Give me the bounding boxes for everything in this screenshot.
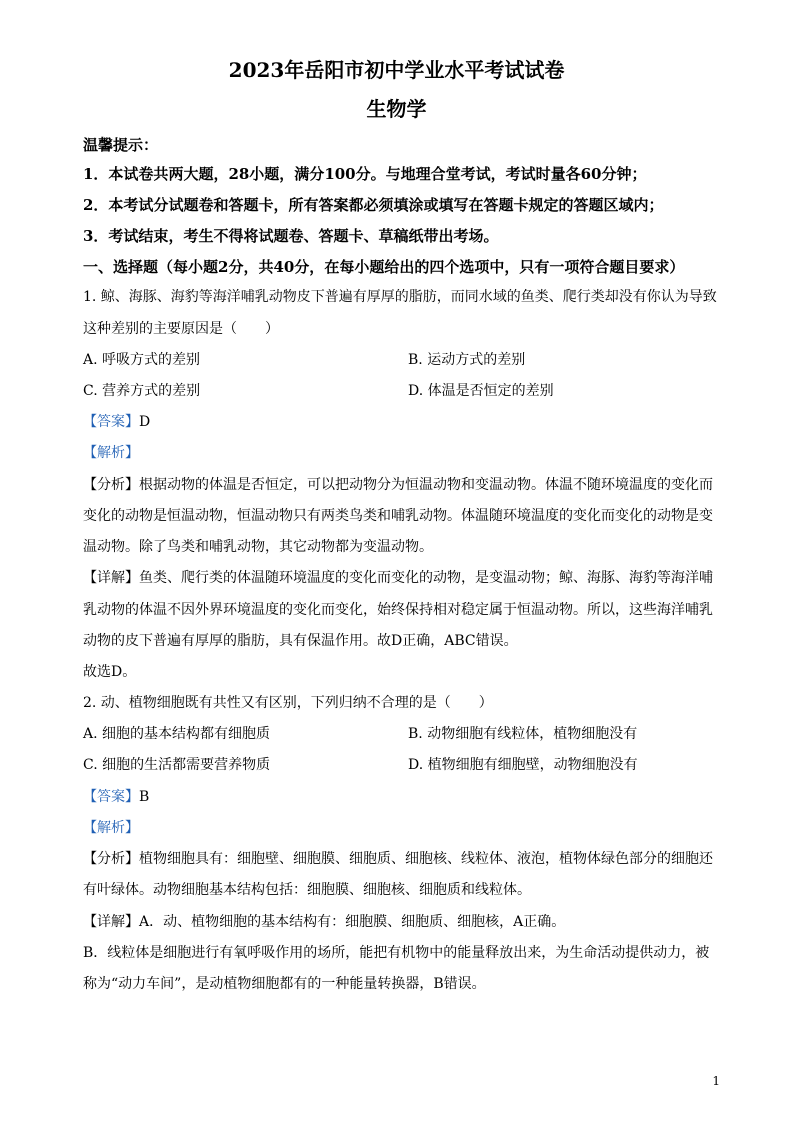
q1-stem-line-2: 这种差别的主要原因是（ ） [83,321,279,337]
q2-option-d: D. 植物细胞有细胞壁，动物细胞没有 [408,757,638,773]
q2-stem: 2. 动、植物细胞既有共性又有区别，下列归纳不合理的是（ ） [83,695,493,711]
q2-b-line-2: 称为“动力车间”，是动植物细胞都有的一种能量转换器，B错误。 [83,976,486,992]
q1-xiangjie-line-1 [83,568,713,588]
q2-answer-value: B [139,789,150,805]
q2-fenxi-line-1 [83,849,713,869]
q1-fenxi-tag: 【分析】 [83,477,139,493]
q2-xiangjie-tag: 【详解】 [83,914,139,930]
notice-item-1: 1．本试卷共两大题，28小题，满分100分。与地理合堂考试，考试时量各60分钟； [83,165,647,183]
q2-option-a: A. 细胞的基本结构都有细胞质 [83,726,271,742]
q1-xiangjie-tag: 【详解】 [83,570,139,586]
q1-fenxi-line-2: 变化的动物是恒温动物，恒温动物只有两类鸟类和哺乳动物。体温随环境温度的变化而变化的动物是变 [83,508,713,524]
q2-answer-tag: 【答案】 [83,789,139,805]
q2-fenxi-text-1: 植物细胞具有：细胞壁、细胞膜、细胞质、细胞核、线粒体、液泡，植物体绿色部分的细胞还 [139,851,713,867]
q2-xiangjie-line-1 [83,912,713,932]
section-heading: 一、选择题（每小题2分，共40分，在每小题给出的四个选项中，只有一项符合题目要求） [83,258,685,276]
q2-answer [83,787,713,807]
q1-xiangjie-line-3: 动物的皮下普遍有厚厚的脂肪，具有保温作用。故D正确，ABC错误。 [83,633,518,649]
q2-option-c: C. 细胞的生活都需要营养物质 [83,757,271,773]
q1-analysis-tag: 【解析】 [83,445,139,461]
q2-fenxi-tag: 【分析】 [83,851,139,867]
q1-xiangjie-text-1: 鱼类、爬行类的体温随环境温度的变化而变化的动物，是变温动物；鲸、海豚、海豹等海洋哺 [139,570,713,586]
q2-fenxi-line-2: 有叶绿体。动物细胞基本结构包括：细胞膜、细胞核、细胞质和线粒体。 [83,882,531,898]
q1-conclusion: 故选D。 [83,664,137,680]
q2-b-line-1: B．线粒体是细胞进行有氧呼吸作用的场所，能把有机物中的能量释放出来，为生命活动提供动力，被 [83,945,710,961]
q1-fenxi-line-1 [83,475,713,495]
subject-title: 生物学 [366,97,427,121]
q1-answer-value: D [139,414,151,430]
exam-title: 2023年岳阳市初中学业水平考试试卷 [228,58,565,82]
notice-heading: 温馨提示： [83,136,159,154]
q1-answer-tag: 【答案】 [83,414,139,430]
q1-option-b: B. 运动方式的差别 [408,352,526,368]
q1-answer [83,412,713,432]
q1-fenxi-text-1: 根据动物的体温是否恒定，可以把动物分为恒温动物和变温动物。体温不随环境温度的变化而 [139,477,713,493]
q2-xiangjie-text-1: A．动、植物细胞的基本结构有：细胞膜、细胞质、细胞核，A正确。 [139,914,566,930]
notice-item-3: 3．考试结束，考生不得将试题卷、答题卡、草稿纸带出考场。 [83,227,499,245]
q1-fenxi-line-3: 温动物。除了鸟类和哺乳动物，其它动物都为变温动物。 [83,539,433,555]
q1-option-d: D. 体温是否恒定的差别 [408,383,554,399]
page-number: 1 [712,1074,720,1088]
q2-option-b: B. 动物细胞有线粒体，植物细胞没有 [408,726,638,742]
q1-xiangjie-line-2: 乳动物的体温不因外界环境温度的变化而变化，始终保持相对稳定属于恒温动物。所以，这些海洋哺乳 [83,602,713,618]
notice-item-2: 2．本考试分试题卷和答题卡，所有答案都必须填涂或填写在答题卡规定的答题区域内； [83,196,664,214]
q1-stem-line-1: 1. 鲸、海豚、海豹等海洋哺乳动物皮下普遍有厚厚的脂肪，而同水域的鱼类、爬行类却没有你认为导致 [83,289,717,305]
q1-option-c: C. 营养方式的差别 [83,383,201,399]
q2-analysis-tag: 【解析】 [83,820,139,836]
q1-option-a: A. 呼吸方式的差别 [83,352,201,368]
